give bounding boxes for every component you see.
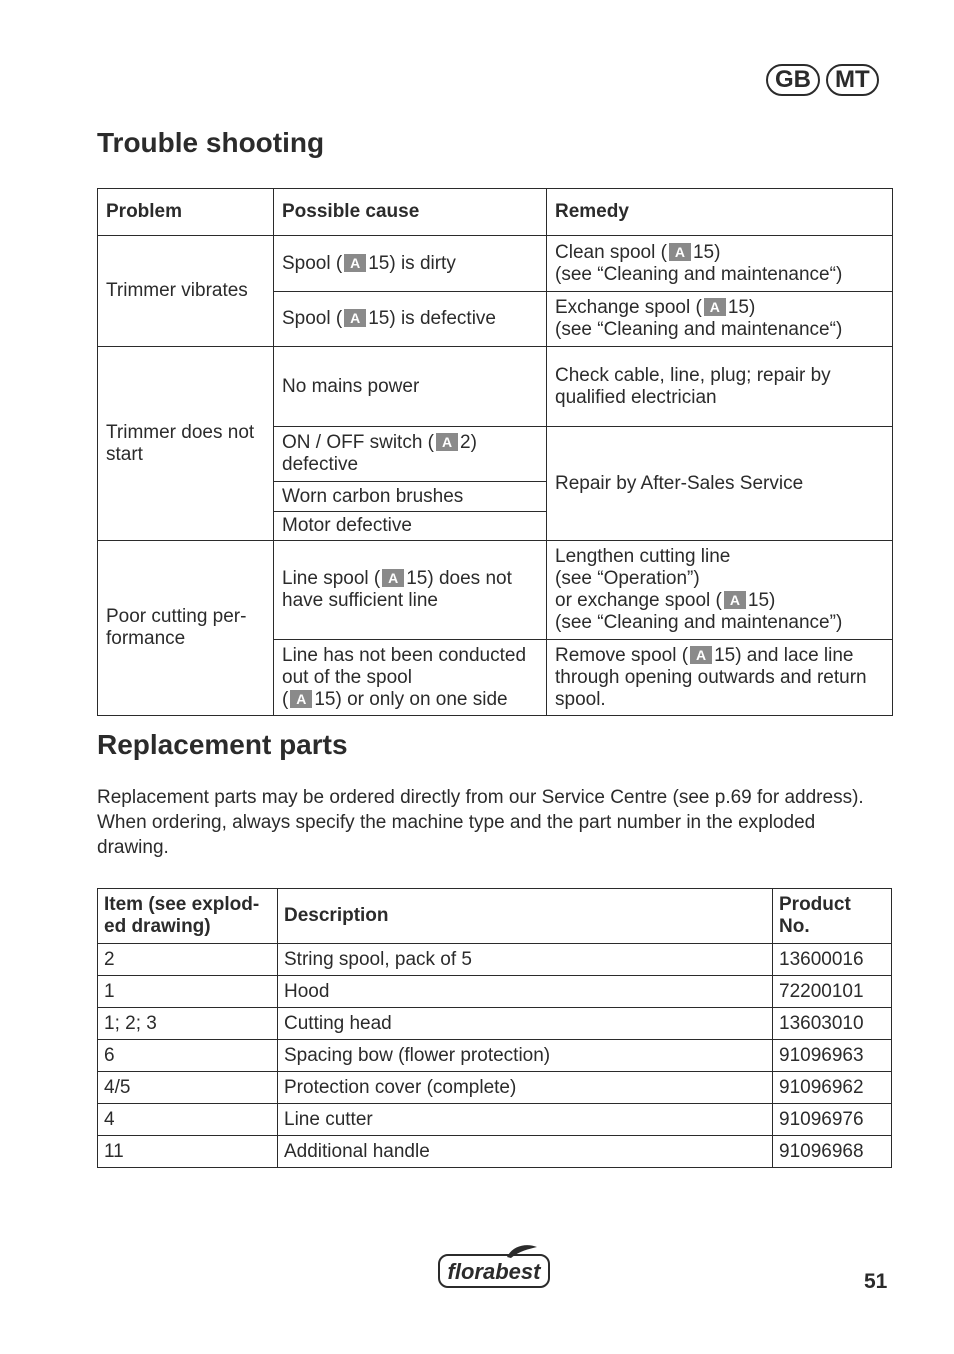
problem-cell: Poor cutting performance bbox=[98, 541, 274, 716]
table-row bbox=[98, 541, 893, 640]
product-no-cell: 91096962 bbox=[773, 1072, 892, 1104]
product-no-cell: 72200101 bbox=[773, 976, 892, 1008]
cause-cell: Motor defective bbox=[274, 512, 547, 541]
problem-cell: Trimmer vibrates bbox=[98, 236, 274, 347]
description-cell: Additional handle bbox=[278, 1136, 773, 1168]
item-cell: 11 bbox=[98, 1136, 278, 1168]
product-no-cell: 91096963 bbox=[773, 1040, 892, 1072]
replacement-parts-intro: Replacement parts may be ordered directly from our Service Centre (see p.69 for address). When ordering, always specify the machine type and the part number in the exploded drawing. bbox=[97, 787, 864, 858]
table-row bbox=[98, 1072, 892, 1104]
item-cell: 1 bbox=[98, 976, 278, 1008]
table-row bbox=[98, 1104, 892, 1136]
table-header-row bbox=[98, 889, 892, 944]
language-badges bbox=[766, 64, 879, 96]
table-row bbox=[98, 347, 893, 427]
brand-wordmark: florabest bbox=[447, 1259, 541, 1284]
description-cell: String spool, pack of 5 bbox=[278, 944, 773, 976]
remedy-cell: Lengthen cutting line (see “Operation”) or exchange spool ( A 15) (see “Cleaning and maintenance”) bbox=[547, 541, 893, 640]
table-row bbox=[98, 976, 892, 1008]
cause-cell: Line has not been conducted out of the spool ( A 15) or only on one side bbox=[274, 640, 547, 716]
lang-badge-mt: MT bbox=[826, 64, 879, 96]
header-description: Description bbox=[278, 889, 773, 944]
header-remedy: Remedy bbox=[547, 189, 893, 236]
lang-badge-gb: GB bbox=[766, 64, 820, 96]
replacement-parts-heading: Replacement parts bbox=[97, 729, 348, 760]
table-row bbox=[98, 944, 892, 976]
florabest-logo bbox=[437, 1243, 551, 1291]
figure-a-badge: A bbox=[704, 298, 726, 316]
remedy-cell: Repair by After-Sales Service bbox=[547, 427, 893, 541]
product-no-cell: 91096968 bbox=[773, 1136, 892, 1168]
cause-cell: ON / OFF switch ( A 2) defective bbox=[274, 427, 547, 482]
trouble-shooting-heading: Trouble shooting bbox=[97, 127, 325, 158]
description-cell: Line cutter bbox=[278, 1104, 773, 1136]
table-header-row bbox=[98, 189, 893, 236]
item-cell: 4 bbox=[98, 1104, 278, 1136]
remedy-cell: Clean spool ( A 15) (see “Cleaning and maintenance“) bbox=[547, 236, 893, 292]
problem-cell: Trimmer does not start bbox=[98, 347, 274, 541]
figure-a-badge: A bbox=[290, 690, 312, 708]
item-cell: 2 bbox=[98, 944, 278, 976]
cause-cell: Worn carbon brushes bbox=[274, 482, 547, 512]
figure-a-badge: A bbox=[690, 646, 712, 664]
cause-cell: No mains power bbox=[274, 347, 547, 427]
description-cell: Hood bbox=[278, 976, 773, 1008]
product-no-cell: 13603010 bbox=[773, 1008, 892, 1040]
replacement-parts-table bbox=[97, 888, 892, 1168]
page-number: 51 bbox=[864, 1270, 888, 1293]
item-cell: 4/5 bbox=[98, 1072, 278, 1104]
item-cell: 6 bbox=[98, 1040, 278, 1072]
table-row bbox=[98, 236, 893, 292]
header-item: Item (see exploded drawing) bbox=[98, 889, 278, 944]
figure-a-badge: A bbox=[436, 433, 458, 451]
description-cell: Cutting head bbox=[278, 1008, 773, 1040]
figure-a-badge: A bbox=[382, 569, 404, 587]
header-possible-cause: Possible cause bbox=[274, 189, 547, 236]
remedy-cell: Check cable, line, plug; repair by qualified electrician bbox=[547, 347, 893, 427]
description-cell: Protection cover (complete) bbox=[278, 1072, 773, 1104]
product-no-cell: 91096976 bbox=[773, 1104, 892, 1136]
header-problem: Problem bbox=[98, 189, 274, 236]
product-no-cell: 13600016 bbox=[773, 944, 892, 976]
cause-cell: Spool ( A 15) is defective bbox=[274, 292, 547, 347]
table-row bbox=[98, 1136, 892, 1168]
table-row bbox=[98, 1040, 892, 1072]
cause-cell: Line spool ( A 15) does not have sufficient line bbox=[274, 541, 547, 640]
remedy-cell: Remove spool ( A 15) and lace line through opening outwards and return spool. bbox=[547, 640, 893, 716]
figure-a-badge: A bbox=[669, 243, 691, 261]
trouble-shooting-table bbox=[97, 188, 893, 716]
figure-a-badge: A bbox=[724, 591, 746, 609]
remedy-cell: Exchange spool ( A 15) (see “Cleaning and maintenance“) bbox=[547, 292, 893, 347]
figure-a-badge: A bbox=[344, 309, 366, 327]
description-cell: Spacing bow (flower protection) bbox=[278, 1040, 773, 1072]
table-row bbox=[98, 1008, 892, 1040]
header-product-no: Product No. bbox=[773, 889, 892, 944]
figure-a-badge: A bbox=[344, 254, 366, 272]
cause-cell: Spool ( A 15) is dirty bbox=[274, 236, 547, 292]
item-cell: 1; 2; 3 bbox=[98, 1008, 278, 1040]
